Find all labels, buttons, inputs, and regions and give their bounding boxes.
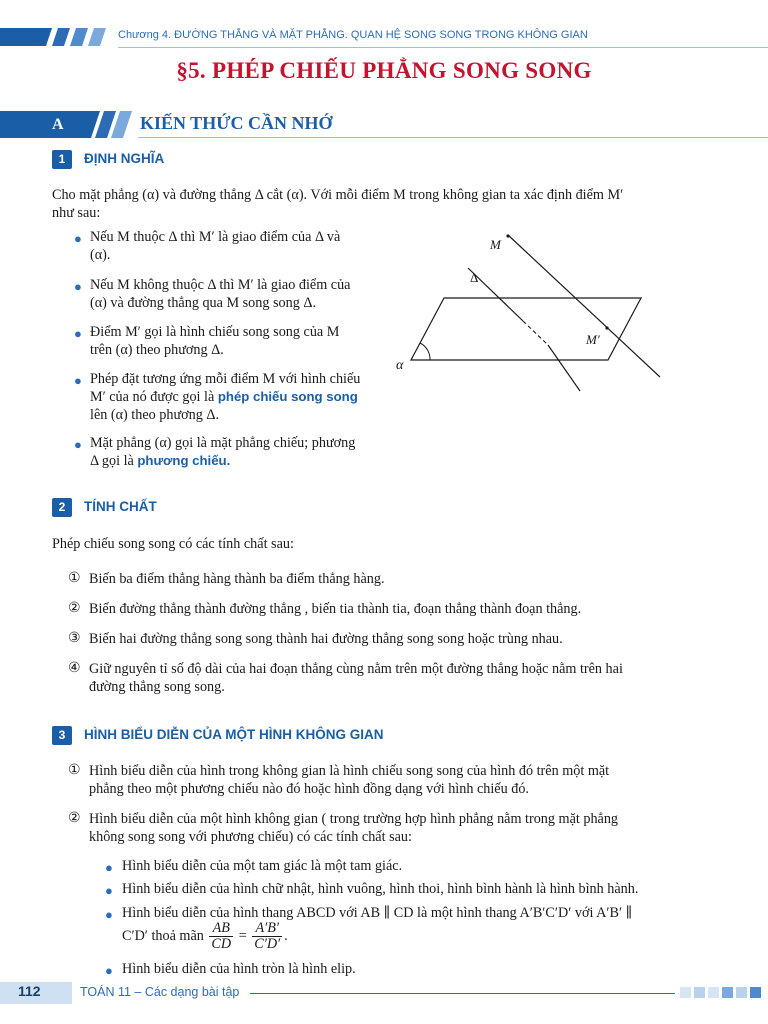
- equals-sign: =: [238, 927, 247, 944]
- part1-intro-line2: như sau:: [52, 205, 101, 221]
- point-m: [506, 234, 509, 237]
- footer-divider: [250, 993, 675, 994]
- bullet-dot: ●: [74, 279, 82, 294]
- def-bullet-5-line2: [90, 452, 230, 470]
- def-bullet-1-line2: (α).: [90, 247, 111, 263]
- part3-number: 3: [52, 726, 72, 745]
- label-delta: Δ: [470, 270, 479, 285]
- part1-number: 1: [52, 150, 72, 169]
- def-bullet-5-line2-text: Δ gọi là: [90, 453, 138, 469]
- representation-2-line2: không song song với phương chiếu) có các tính chất sau:: [89, 829, 412, 845]
- bullet-dot: ●: [105, 860, 113, 875]
- representation-1-line1: Hình biểu diễn của hình trong không gian là hình chiếu song song của hình đó trên một mặt: [89, 763, 610, 779]
- representation-bullet-2: Hình biểu diễn của hình chữ nhật, hình vuông, hình thoi, hình bình hành là hình bình hành.: [122, 881, 639, 897]
- delta-line-hidden: [523, 321, 548, 345]
- representation-1-line2: phẳng theo một phương chiếu nào đó hoặc hình đồng dạng với hình chiếu đó.: [89, 781, 529, 797]
- ratio-ab: AB: [209, 921, 233, 937]
- trapezoid-condition: [122, 921, 288, 952]
- item-marker: ①: [68, 571, 81, 586]
- term-parallel-projection: phép chiếu song song: [217, 389, 358, 404]
- item-marker: ②: [68, 601, 81, 616]
- def-bullet-4-line3: lên (α) theo phương Δ.: [90, 407, 220, 423]
- term-projection-direction: phương chiếu.: [137, 453, 231, 468]
- representation-bullet-1: Hình biểu diễn của một tam giác là một tam giác.: [122, 858, 403, 874]
- part2-number: 2: [52, 498, 72, 517]
- property-4-line2: đường thẳng song song.: [89, 679, 225, 695]
- delta-line-lower: [548, 345, 580, 391]
- def-bullet-1-line1: Nếu M thuộc Δ thì M′ là giao điểm của Δ và: [90, 229, 341, 245]
- item-marker: ②: [68, 811, 81, 826]
- ratio-apbp: A′B′: [252, 921, 282, 937]
- representation-bullet-3: Hình biểu diễn của hình thang ABCD với AB ∥ CD là một hình thang A′B′C′D′ với A′B′ ∥: [122, 905, 633, 921]
- def-bullet-5-line1: Mặt phẳng (α) gọi là mặt phẳng chiếu; phương: [90, 435, 356, 451]
- part2-intro: Phép chiếu song song có các tính chất sau:: [52, 536, 294, 552]
- bullet-dot: ●: [105, 907, 113, 922]
- def-bullet-3-line2: trên (α) theo phương Δ.: [90, 342, 224, 358]
- part3-heading: HÌNH BIỂU DIỄN CỦA MỘT HÌNH KHÔNG GIAN: [84, 727, 384, 742]
- def-bullet-3-line1: Điểm M′ gọi là hình chiếu song song của M: [90, 324, 340, 340]
- period: .: [284, 927, 288, 944]
- header-divider: [118, 47, 768, 48]
- def-bullet-4-line2: [90, 388, 358, 406]
- part1-heading: ĐỊNH NGHĨA: [84, 151, 165, 166]
- item-marker: ④: [68, 661, 81, 676]
- label-m: M: [490, 237, 501, 252]
- def-bullet-2-line1: Nếu M không thuộc Δ thì M′ là giao điểm của: [90, 277, 351, 293]
- def-bullet-4-line2-text: M′ của nó được gọi là: [90, 389, 218, 405]
- section-a-divider: [138, 137, 768, 138]
- section-a-title: KIẾN THỨC CẦN NHỚ: [140, 113, 333, 133]
- part1-intro-line1: Cho mặt phẳng (α) và đường thẳng Δ cắt (α). Với mỗi điểm M trong không gian ta xác định điểm M′: [52, 187, 624, 203]
- bullet-dot: ●: [74, 437, 82, 452]
- part2-heading: TÍNH CHẤT: [84, 499, 157, 514]
- point-m-prime: [605, 326, 608, 329]
- property-4-line1: Giữ nguyên tỉ số độ dài của hai đoạn thẳng cùng nằm trên một đường thẳng hoặc nằm trên hai: [89, 661, 623, 677]
- trapezoid-condition-text: C′D′ thoả mãn: [122, 927, 204, 944]
- label-alpha: α: [396, 358, 404, 373]
- item-marker: ③: [68, 631, 81, 646]
- bullet-dot: ●: [74, 231, 82, 246]
- footer-squares: [680, 985, 768, 1001]
- ratio-ab-cd: [209, 921, 233, 952]
- projection-figure: [390, 225, 680, 400]
- representation-bullet-4: Hình biểu diễn của hình tròn là hình elip.: [122, 961, 356, 977]
- bullet-dot: ●: [105, 963, 113, 978]
- def-bullet-2-line2: (α) và đường thẳng qua M song song Δ.: [90, 295, 317, 311]
- property-2: Biến đường thẳng thành đường thẳng , biến tia thành tia, đoạn thẳng thành đoạn thẳng.: [89, 601, 582, 617]
- ratio-apbp-cpdp: [252, 921, 282, 952]
- chapter-title: Chương 4. ĐƯỜNG THẲNG VÀ MẶT PHẲNG. QUAN HỆ SONG SONG TRONG KHÔNG GIAN: [118, 29, 588, 41]
- property-1: Biến ba điểm thẳng hàng thành ba điểm thẳng hàng.: [89, 571, 385, 587]
- page-number: 112: [18, 983, 41, 999]
- label-m-prime: M′: [586, 332, 600, 347]
- section-a-letter: A: [52, 116, 64, 133]
- header-stripes: [0, 28, 118, 46]
- angle-arc: [420, 343, 430, 360]
- lesson-title: §5. PHÉP CHIẾU PHẲNG SONG SONG: [176, 58, 592, 83]
- representation-2-line1: Hình biểu diễn của một hình không gian ( trong trường hợp hình phẳng nằm trong mặt phẳng: [89, 811, 619, 827]
- property-3: Biến hai đường thẳng song song thành hai đường thẳng song song hoặc trùng nhau.: [89, 631, 563, 647]
- ratio-cd: CD: [211, 936, 232, 952]
- bullet-dot: ●: [105, 883, 113, 898]
- item-marker: ①: [68, 763, 81, 778]
- def-bullet-4-line1: Phép đặt tương ứng mỗi điểm M với hình chiếu: [90, 371, 361, 387]
- ratio-cpdp: C′D′: [254, 936, 281, 952]
- book-title: TOÁN 11 – Các dạng bài tập: [80, 985, 240, 999]
- bullet-dot: ●: [74, 326, 82, 341]
- bullet-dot: ●: [74, 373, 82, 388]
